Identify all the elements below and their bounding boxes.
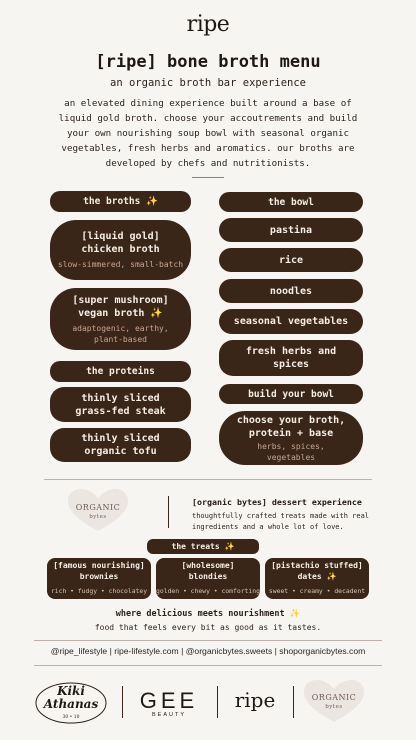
broth-name: [liquid gold] chicken broth	[81, 231, 160, 255]
logo-divider	[217, 686, 218, 718]
treat-item	[156, 558, 260, 599]
treat-desc: rich • fudgy • chocolatey	[50, 587, 148, 595]
bowl-item	[219, 309, 363, 334]
bowl-item-label: noodles	[269, 285, 313, 297]
treats-heading: the treats ✨	[147, 539, 259, 554]
build-main: choose your broth, protein + base	[236, 414, 346, 439]
social-handles: @ripe_lifestyle | ripe-lifestyle.com | @organicbytes.sweets | shoporganicbytes.com	[50, 646, 366, 656]
treat-desc: golden • chewy • comforting	[156, 587, 260, 595]
broth-item	[50, 220, 191, 280]
protein-name: thinly sliced organic tofu	[81, 433, 160, 457]
treat-desc: sweet • creamy • decadent	[268, 587, 366, 595]
build-heading: build your bowl	[219, 384, 363, 404]
bowl-item	[219, 340, 363, 376]
gee-beauty-sub: BEAUTY	[151, 712, 186, 718]
tagline: where delicious meets nourishment ✨	[115, 609, 301, 619]
organic-bytes-logo-top: ORGANIC	[75, 503, 121, 512]
bowl-item	[219, 248, 363, 272]
build-sub: herbs, spices, vegetables	[257, 441, 325, 462]
broths-heading: the broths ✨	[50, 191, 191, 212]
ripe-logo: ripe	[186, 12, 230, 37]
footer-divider-bottom	[34, 665, 382, 666]
bowl-heading: the bowl	[219, 192, 363, 212]
bowl-item-label: fresh herbs and spices	[245, 346, 337, 370]
organic-bytes-footer-top: ORGANIC	[311, 693, 357, 702]
kiki-logo-mark: 30 • 10	[62, 715, 80, 720]
page-title: [ripe] bone broth menu	[95, 52, 321, 72]
dessert-title: [organic bytes] dessert experience	[192, 497, 362, 507]
bowl-item	[219, 218, 363, 242]
intro-paragraph: an elevated dining experience built around a base of liquid gold broth. choose your accoutrements and build your own nourishing soup bowl with seasonal organic vegetables, fresh herbs and aromatics. our broths are developed by chefs and nutritionists.	[58, 98, 358, 169]
organic-bytes-footer-bottom: bytes	[325, 704, 343, 710]
treat-item	[47, 558, 151, 599]
kiki-logo-line2: Athanas	[43, 697, 99, 711]
protein-item	[50, 428, 191, 462]
treat-name: [famous nourishing] brownies	[53, 561, 145, 581]
divider	[192, 177, 224, 178]
tagline-secondary: food that feels every bit as good as it tastes.	[94, 623, 322, 632]
treat-name: [pistachio stuffed] dates ✨	[271, 561, 363, 581]
broth-item	[50, 288, 191, 350]
treat-name: [wholesome] blondies	[181, 561, 235, 581]
bowl-item	[219, 279, 363, 303]
footer-divider-top	[34, 640, 382, 641]
protein-item	[50, 387, 191, 422]
ripe-partner-logo: ripe	[234, 688, 276, 712]
logo-divider	[293, 686, 294, 718]
protein-name: thinly sliced grass-fed steak	[75, 392, 166, 417]
vertical-divider	[168, 496, 169, 528]
gee-beauty-logo: GEE	[139, 688, 199, 713]
bowl-item-label: seasonal vegetables	[233, 316, 349, 327]
kiki-logo-line1: Kiki	[57, 684, 85, 698]
broth-desc: slow-simmered, small-batch	[57, 260, 184, 269]
proteins-heading: the proteins	[50, 361, 191, 382]
logo-divider	[122, 686, 123, 718]
bowl-item-label: pastina	[269, 224, 313, 236]
organic-bytes-logo-bottom: bytes	[89, 514, 107, 520]
build-card	[219, 411, 363, 465]
bowl-item-label: rice	[278, 254, 304, 266]
section-divider	[44, 479, 372, 480]
broth-desc: adaptogenic, earthy, plant-based	[72, 323, 169, 344]
dessert-description: thoughtfully crafted treats made with real ingredients and a whole lot of love.	[192, 512, 370, 531]
treat-item	[265, 558, 369, 599]
page-subtitle: an organic broth bar experience	[110, 77, 306, 89]
broth-name: [super mushroom] vegan broth ✨	[72, 294, 169, 319]
